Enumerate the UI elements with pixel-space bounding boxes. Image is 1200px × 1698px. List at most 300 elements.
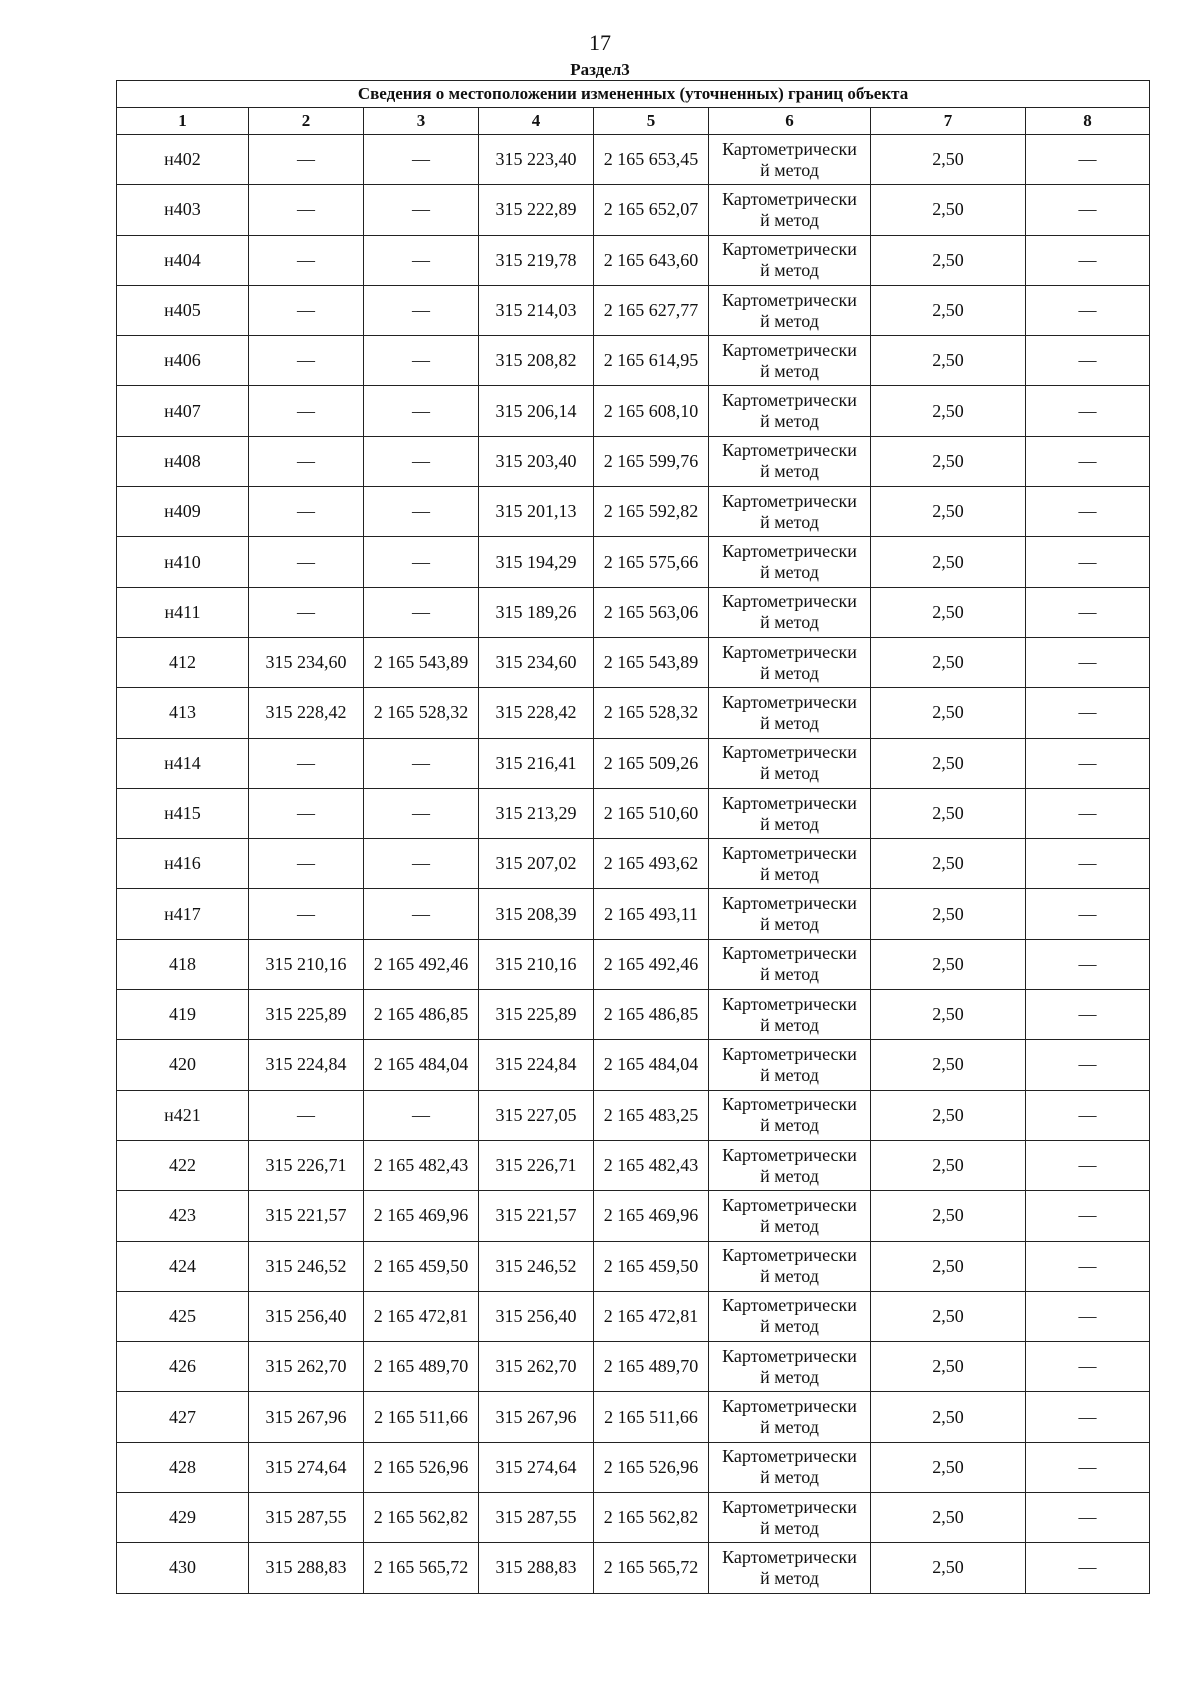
new-y-cell: 2 165 528,32	[594, 688, 709, 738]
method-line: Картометрически	[722, 138, 857, 159]
old-y-cell: 2 165 511,66	[364, 1392, 479, 1442]
precision-cell: 2,50	[871, 185, 1026, 235]
precision-cell: 2,50	[871, 1442, 1026, 1492]
precision-cell: 2,50	[871, 889, 1026, 939]
section-title: Раздел3	[570, 60, 630, 79]
new-y-cell: 2 165 643,60	[594, 235, 709, 285]
column-number: 1	[117, 108, 249, 135]
new-y-cell: 2 165 510,60	[594, 788, 709, 838]
new-y-cell: 2 165 599,76	[594, 436, 709, 486]
precision-cell: 2,50	[871, 738, 1026, 788]
point-label-cell: 428	[117, 1442, 249, 1492]
method-line: й метод	[760, 813, 819, 834]
method-line: й метод	[760, 612, 819, 633]
method-line: й метод	[760, 310, 819, 331]
method-line: Картометрически	[722, 842, 857, 863]
point-label-cell: н410	[117, 537, 249, 587]
new-x-cell: 315 203,40	[479, 436, 594, 486]
new-y-cell: 2 165 484,04	[594, 1040, 709, 1090]
old-x-cell: —	[249, 738, 364, 788]
table-row	[117, 436, 1150, 486]
old-x-cell: —	[249, 285, 364, 335]
old-y-cell: —	[364, 185, 479, 235]
method-cell	[709, 135, 871, 185]
precision-cell: 2,50	[871, 336, 1026, 386]
method-line: й метод	[760, 260, 819, 281]
precision-cell: 2,50	[871, 1493, 1026, 1543]
old-x-cell: —	[249, 889, 364, 939]
method-cell	[709, 839, 871, 889]
method-line: й метод	[760, 662, 819, 683]
method-line: Картометрически	[722, 1295, 857, 1316]
table-row	[117, 839, 1150, 889]
old-y-cell: —	[364, 285, 479, 335]
point-label-cell: н416	[117, 839, 249, 889]
new-y-cell: 2 165 459,50	[594, 1241, 709, 1291]
method-line: Картометрически	[722, 188, 857, 209]
new-x-cell: 315 225,89	[479, 990, 594, 1040]
old-y-cell: 2 165 484,04	[364, 1040, 479, 1090]
table-row	[117, 285, 1150, 335]
precision-cell: 2,50	[871, 235, 1026, 285]
method-line: й метод	[760, 863, 819, 884]
table-row	[117, 1493, 1150, 1543]
new-x-cell: 315 201,13	[479, 487, 594, 537]
table-row	[117, 336, 1150, 386]
new-x-cell: 315 210,16	[479, 939, 594, 989]
table-row	[117, 587, 1150, 637]
point-label-cell: н403	[117, 185, 249, 235]
old-x-cell: 315 256,40	[249, 1291, 364, 1341]
new-y-cell: 2 165 592,82	[594, 487, 709, 537]
new-y-cell: 2 165 614,95	[594, 336, 709, 386]
old-x-cell: 315 274,64	[249, 1442, 364, 1492]
precision-cell: 2,50	[871, 1191, 1026, 1241]
point-label-cell: 425	[117, 1291, 249, 1341]
description-cell: —	[1026, 1191, 1150, 1241]
method-line: Картометрически	[722, 1546, 857, 1567]
old-y-cell: —	[364, 235, 479, 285]
precision-cell: 2,50	[871, 637, 1026, 687]
point-label-cell: н406	[117, 336, 249, 386]
boundary-coordinates-table	[116, 80, 1150, 1594]
method-cell	[709, 1543, 871, 1593]
method-cell	[709, 990, 871, 1040]
description-cell: —	[1026, 889, 1150, 939]
method-line: й метод	[760, 1517, 819, 1538]
old-x-cell: 315 262,70	[249, 1342, 364, 1392]
description-cell: —	[1026, 1241, 1150, 1291]
new-x-cell: 315 194,29	[479, 537, 594, 587]
point-label-cell: н411	[117, 587, 249, 637]
method-cell	[709, 185, 871, 235]
precision-cell: 2,50	[871, 537, 1026, 587]
method-cell	[709, 788, 871, 838]
description-cell: —	[1026, 1040, 1150, 1090]
new-y-cell: 2 165 653,45	[594, 135, 709, 185]
old-y-cell: —	[364, 587, 479, 637]
method-cell	[709, 1442, 871, 1492]
table-caption: Сведения о местоположении измененных (уточненных) границ объекта	[117, 81, 1150, 108]
new-x-cell: 315 274,64	[479, 1442, 594, 1492]
method-cell	[709, 1493, 871, 1543]
new-x-cell: 315 227,05	[479, 1090, 594, 1140]
method-line: Картометрически	[722, 1144, 857, 1165]
old-x-cell: —	[249, 135, 364, 185]
new-y-cell: 2 165 652,07	[594, 185, 709, 235]
method-line: й метод	[760, 964, 819, 985]
method-line: й метод	[760, 209, 819, 230]
description-cell: —	[1026, 1442, 1150, 1492]
new-y-cell: 2 165 543,89	[594, 637, 709, 687]
old-y-cell: —	[364, 537, 479, 587]
old-y-cell: —	[364, 889, 479, 939]
new-y-cell: 2 165 627,77	[594, 285, 709, 335]
method-line: Картометрически	[722, 440, 857, 461]
description-cell: —	[1026, 688, 1150, 738]
point-label-cell: 423	[117, 1191, 249, 1241]
old-x-cell: —	[249, 436, 364, 486]
method-cell	[709, 285, 871, 335]
new-y-cell: 2 165 472,81	[594, 1291, 709, 1341]
method-line: Картометрически	[722, 289, 857, 310]
column-number: 4	[479, 108, 594, 135]
point-label-cell: н404	[117, 235, 249, 285]
old-x-cell: —	[249, 336, 364, 386]
table-row	[117, 889, 1150, 939]
method-line: Картометрически	[722, 1496, 857, 1517]
method-line: й метод	[760, 159, 819, 180]
old-y-cell: 2 165 528,32	[364, 688, 479, 738]
table-row	[117, 1040, 1150, 1090]
precision-cell: 2,50	[871, 839, 1026, 889]
description-cell: —	[1026, 788, 1150, 838]
old-y-cell: 2 165 565,72	[364, 1543, 479, 1593]
table-row	[117, 537, 1150, 587]
method-line: Картометрически	[722, 1345, 857, 1366]
old-x-cell: 315 226,71	[249, 1140, 364, 1190]
method-line: Картометрически	[722, 1245, 857, 1266]
point-label-cell: н415	[117, 788, 249, 838]
new-x-cell: 315 267,96	[479, 1392, 594, 1442]
old-x-cell: 315 246,52	[249, 1241, 364, 1291]
new-x-cell: 315 213,29	[479, 788, 594, 838]
method-line: Картометрически	[722, 993, 857, 1014]
method-line: Картометрически	[722, 1396, 857, 1417]
precision-cell: 2,50	[871, 1040, 1026, 1090]
point-label-cell: 427	[117, 1392, 249, 1442]
old-x-cell: 315 221,57	[249, 1191, 364, 1241]
new-x-cell: 315 189,26	[479, 587, 594, 637]
description-cell: —	[1026, 1140, 1150, 1190]
table-row	[117, 1241, 1150, 1291]
old-y-cell: 2 165 526,96	[364, 1442, 479, 1492]
new-y-cell: 2 165 469,96	[594, 1191, 709, 1241]
precision-cell: 2,50	[871, 1241, 1026, 1291]
method-cell	[709, 1291, 871, 1341]
point-label-cell: н409	[117, 487, 249, 537]
table-row	[117, 1090, 1150, 1140]
new-y-cell: 2 165 565,72	[594, 1543, 709, 1593]
precision-cell: 2,50	[871, 990, 1026, 1040]
precision-cell: 2,50	[871, 1342, 1026, 1392]
method-line: Картометрически	[722, 1194, 857, 1215]
new-y-cell: 2 165 486,85	[594, 990, 709, 1040]
old-y-cell: —	[364, 386, 479, 436]
new-x-cell: 315 222,89	[479, 185, 594, 235]
table-row	[117, 235, 1150, 285]
table-row	[117, 1291, 1150, 1341]
method-line: Картометрически	[722, 742, 857, 763]
method-line: й метод	[760, 461, 819, 482]
old-y-cell: 2 165 486,85	[364, 990, 479, 1040]
old-x-cell: —	[249, 587, 364, 637]
new-x-cell: 315 216,41	[479, 738, 594, 788]
precision-cell: 2,50	[871, 1543, 1026, 1593]
description-cell: —	[1026, 336, 1150, 386]
method-line: й метод	[760, 562, 819, 583]
method-cell	[709, 1191, 871, 1241]
old-y-cell: 2 165 459,50	[364, 1241, 479, 1291]
new-y-cell: 2 165 493,62	[594, 839, 709, 889]
precision-cell: 2,50	[871, 386, 1026, 436]
method-cell	[709, 1392, 871, 1442]
method-cell	[709, 1342, 871, 1392]
table-row	[117, 788, 1150, 838]
method-line: й метод	[760, 411, 819, 432]
point-label-cell: н408	[117, 436, 249, 486]
old-y-cell: —	[364, 436, 479, 486]
table-row	[117, 1342, 1150, 1392]
old-y-cell: 2 165 472,81	[364, 1291, 479, 1341]
method-cell	[709, 1241, 871, 1291]
method-line: Картометрически	[722, 943, 857, 964]
old-y-cell: —	[364, 839, 479, 889]
point-label-cell: н414	[117, 738, 249, 788]
description-cell: —	[1026, 1493, 1150, 1543]
point-label-cell: 419	[117, 990, 249, 1040]
precision-cell: 2,50	[871, 1392, 1026, 1442]
point-label-cell: 413	[117, 688, 249, 738]
column-number: 3	[364, 108, 479, 135]
table-row	[117, 1442, 1150, 1492]
method-line: й метод	[760, 712, 819, 733]
old-x-cell: 315 210,16	[249, 939, 364, 989]
description-cell: —	[1026, 436, 1150, 486]
old-x-cell: —	[249, 487, 364, 537]
description-cell: —	[1026, 1392, 1150, 1442]
method-line: й метод	[760, 511, 819, 532]
new-x-cell: 315 219,78	[479, 235, 594, 285]
page-number: 17	[589, 30, 611, 55]
precision-cell: 2,50	[871, 788, 1026, 838]
point-label-cell: 429	[117, 1493, 249, 1543]
method-line: й метод	[760, 1467, 819, 1488]
new-y-cell: 2 165 493,11	[594, 889, 709, 939]
old-x-cell: 315 234,60	[249, 637, 364, 687]
method-line: й метод	[760, 1417, 819, 1438]
method-line: Картометрически	[722, 792, 857, 813]
table-row	[117, 1543, 1150, 1593]
table-row	[117, 990, 1150, 1040]
method-line: й метод	[760, 1316, 819, 1337]
new-y-cell: 2 165 563,06	[594, 587, 709, 637]
old-y-cell: —	[364, 336, 479, 386]
precision-cell: 2,50	[871, 1291, 1026, 1341]
method-line: й метод	[760, 1567, 819, 1588]
description-cell: —	[1026, 1342, 1150, 1392]
description-cell: —	[1026, 587, 1150, 637]
point-label-cell: 422	[117, 1140, 249, 1190]
column-number: 2	[249, 108, 364, 135]
old-x-cell: 315 224,84	[249, 1040, 364, 1090]
new-x-cell: 315 262,70	[479, 1342, 594, 1392]
column-number: 8	[1026, 108, 1150, 135]
table-row	[117, 1191, 1150, 1241]
table-row	[117, 688, 1150, 738]
old-y-cell: 2 165 469,96	[364, 1191, 479, 1241]
old-x-cell: —	[249, 788, 364, 838]
method-line: Картометрически	[722, 541, 857, 562]
description-cell: —	[1026, 235, 1150, 285]
column-number: 7	[871, 108, 1026, 135]
precision-cell: 2,50	[871, 688, 1026, 738]
new-y-cell: 2 165 608,10	[594, 386, 709, 436]
description-cell: —	[1026, 839, 1150, 889]
method-line: й метод	[760, 1165, 819, 1186]
method-line: й метод	[760, 1014, 819, 1035]
table-row	[117, 1140, 1150, 1190]
method-cell	[709, 939, 871, 989]
column-number-row	[117, 108, 1150, 135]
new-x-cell: 315 226,71	[479, 1140, 594, 1190]
method-cell	[709, 1090, 871, 1140]
precision-cell: 2,50	[871, 285, 1026, 335]
table-row	[117, 738, 1150, 788]
method-line: Картометрически	[722, 1446, 857, 1467]
method-line: й метод	[760, 914, 819, 935]
method-cell	[709, 738, 871, 788]
method-cell	[709, 487, 871, 537]
table-row	[117, 487, 1150, 537]
precision-cell: 2,50	[871, 587, 1026, 637]
method-line: Картометрически	[722, 691, 857, 712]
description-cell: —	[1026, 135, 1150, 185]
method-cell	[709, 889, 871, 939]
old-x-cell: —	[249, 235, 364, 285]
method-line: й метод	[760, 1366, 819, 1387]
old-y-cell: —	[364, 135, 479, 185]
new-x-cell: 315 208,82	[479, 336, 594, 386]
new-y-cell: 2 165 482,43	[594, 1140, 709, 1190]
method-cell	[709, 688, 871, 738]
new-x-cell: 315 287,55	[479, 1493, 594, 1543]
old-y-cell: 2 165 562,82	[364, 1493, 479, 1543]
description-cell: —	[1026, 738, 1150, 788]
old-x-cell: 315 287,55	[249, 1493, 364, 1543]
old-x-cell: —	[249, 839, 364, 889]
method-line: Картометрически	[722, 1043, 857, 1064]
new-y-cell: 2 165 575,66	[594, 537, 709, 587]
new-x-cell: 315 224,84	[479, 1040, 594, 1090]
method-line: Картометрически	[722, 390, 857, 411]
precision-cell: 2,50	[871, 436, 1026, 486]
old-x-cell: 315 225,89	[249, 990, 364, 1040]
description-cell: —	[1026, 487, 1150, 537]
table-row	[117, 637, 1150, 687]
method-cell	[709, 537, 871, 587]
new-x-cell: 315 206,14	[479, 386, 594, 436]
precision-cell: 2,50	[871, 1090, 1026, 1140]
old-x-cell: —	[249, 185, 364, 235]
method-line: Картометрически	[722, 339, 857, 360]
method-cell	[709, 587, 871, 637]
new-x-cell: 315 223,40	[479, 135, 594, 185]
point-label-cell: 418	[117, 939, 249, 989]
method-line: й метод	[760, 1215, 819, 1236]
column-number: 6	[709, 108, 871, 135]
method-line: Картометрически	[722, 239, 857, 260]
point-label-cell: н407	[117, 386, 249, 436]
method-line: Картометрически	[722, 591, 857, 612]
description-cell: —	[1026, 1090, 1150, 1140]
method-line: й метод	[760, 763, 819, 784]
precision-cell: 2,50	[871, 939, 1026, 989]
point-label-cell: 420	[117, 1040, 249, 1090]
table-row	[117, 185, 1150, 235]
description-cell: —	[1026, 285, 1150, 335]
column-number: 5	[594, 108, 709, 135]
method-line: Картометрически	[722, 641, 857, 662]
point-label-cell: н402	[117, 135, 249, 185]
new-y-cell: 2 165 526,96	[594, 1442, 709, 1492]
old-y-cell: 2 165 543,89	[364, 637, 479, 687]
method-line: Картометрически	[722, 490, 857, 511]
table-row	[117, 386, 1150, 436]
table-row	[117, 939, 1150, 989]
table-body	[117, 135, 1150, 1594]
point-label-cell: н417	[117, 889, 249, 939]
point-label-cell: 426	[117, 1342, 249, 1392]
precision-cell: 2,50	[871, 135, 1026, 185]
old-x-cell: 315 228,42	[249, 688, 364, 738]
new-y-cell: 2 165 489,70	[594, 1342, 709, 1392]
method-line: й метод	[760, 1115, 819, 1136]
method-cell	[709, 235, 871, 285]
new-x-cell: 315 256,40	[479, 1291, 594, 1341]
old-x-cell: —	[249, 386, 364, 436]
point-label-cell: 430	[117, 1543, 249, 1593]
description-cell: —	[1026, 990, 1150, 1040]
precision-cell: 2,50	[871, 1140, 1026, 1190]
new-x-cell: 315 221,57	[479, 1191, 594, 1241]
description-cell: —	[1026, 1543, 1150, 1593]
new-y-cell: 2 165 483,25	[594, 1090, 709, 1140]
new-x-cell: 315 234,60	[479, 637, 594, 687]
old-x-cell: 315 288,83	[249, 1543, 364, 1593]
description-cell: —	[1026, 386, 1150, 436]
method-line: й метод	[760, 1266, 819, 1287]
method-line: Картометрически	[722, 1094, 857, 1115]
method-line: й метод	[760, 360, 819, 381]
old-x-cell: 315 267,96	[249, 1392, 364, 1442]
method-line: Картометрически	[722, 893, 857, 914]
method-line: й метод	[760, 1064, 819, 1085]
table-row	[117, 135, 1150, 185]
description-cell: —	[1026, 1291, 1150, 1341]
method-cell	[709, 1140, 871, 1190]
new-y-cell: 2 165 511,66	[594, 1392, 709, 1442]
